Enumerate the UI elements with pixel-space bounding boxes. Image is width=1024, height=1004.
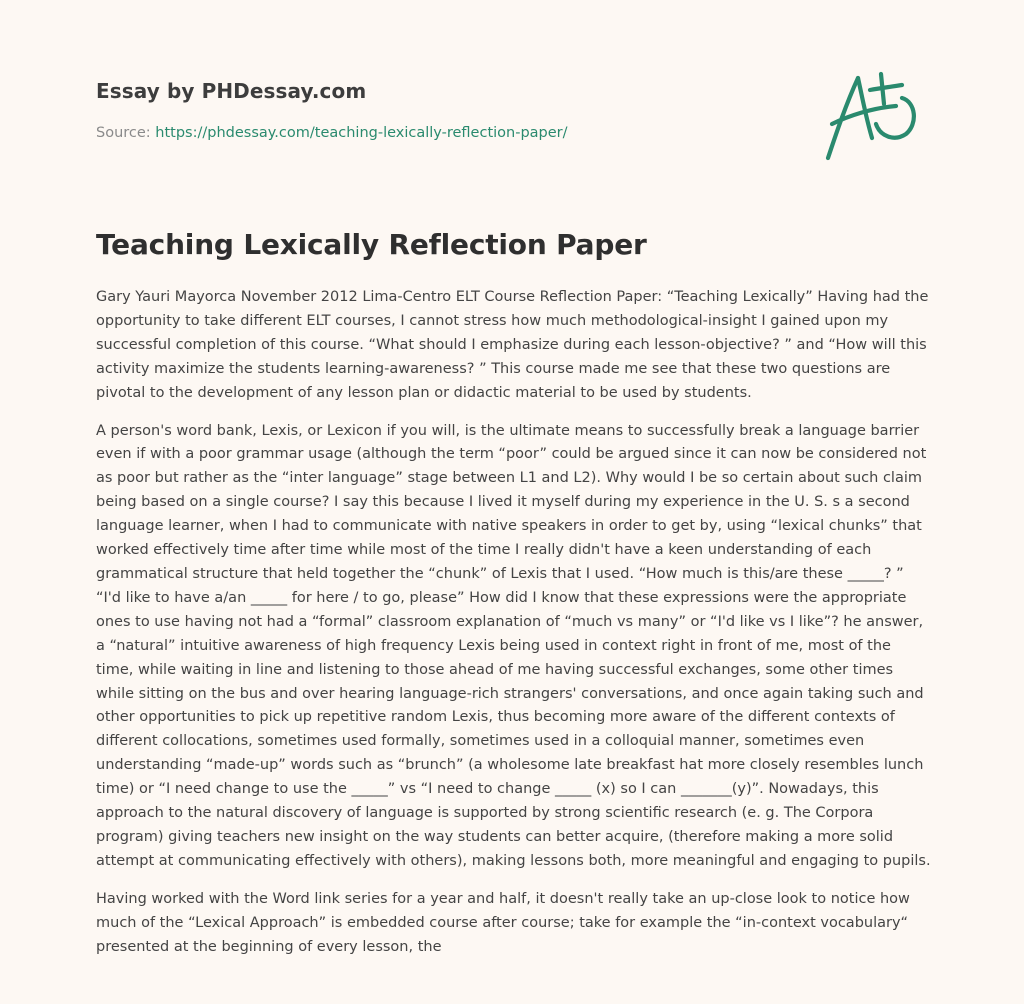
essay-title: Teaching Lexically Reflection Paper — [96, 228, 647, 261]
essay-body — [96, 286, 932, 973]
essay-paragraph: Gary Yauri Mayorca November 2012 Lima-Centro ELT Course Reflection Paper: “Teaching Lexically” Having had the opportunity to take different ELT courses, I cannot stress how much methodological-insight I gained upon my successful completion of this course. “What should I emphasize during each lesson-objective? ” and “How will this activity maximize the students learning-awareness? ” This course made me see that these two questions are pivotal to the development of any lesson plan or didactic material to be used by students. — [96, 289, 929, 401]
source-line — [96, 123, 796, 143]
source-label: Source: — [96, 125, 151, 141]
a-plus-grade-icon — [818, 66, 930, 166]
essay-header — [96, 77, 796, 143]
source-link[interactable]: https://phdessay.com/teaching-lexically-reflection-paper/ — [155, 125, 568, 141]
essay-paragraph: Having worked with the Word link series for a year and half, it doesn't really take an up-close look to notice how much of the “Lexical Approach” is embedded course after course; take for example the “in-context vocabulary“ presented at the beginning of every lesson, the — [96, 890, 910, 955]
site-brand: Essay by PHDessay.com — [96, 79, 367, 103]
essay-paragraph: A person's word bank, Lexis, or Lexicon if you will, is the ultimate means to successfully break a language barrier even if with a poor grammar usage (although the term “poor” could be argued since it can now be considered not as poor but rather as the “inter language” stage between L1 and L2). Why would I be so certain about such claim being based on a single course? I say this because I lived it myself during my experience in the U. S. s a second language learner, when I had to communicate with native speakers in order to get by, using “lexical chunks” that worked effectively time after time while most of the time I really didn't have a keen understanding of each grammatical structure that held together the “chunk” of Lexis that I used. “How much is this/are these _____? ” “I'd like to have a/an _____ for here / to go, please” How did I know that these expressions were the appropriate ones to use having not had a “formal” classroom explanation of “much vs many” or “I'd like vs I like”? he answer, a “natural” intuitive awareness of high frequency Lexis being used in context right in front of me, most of the time, while waiting in line and listening to those ahead of me having successful exchanges, some other times while sitting on the bus and over hearing language-rich strangers' conversations, and once again taking such and other opportunities to pick up repetitive random Lexis, thus becoming more aware of the different contexts of different collocations, sometimes used formally, sometimes used in a colloquial manner, sometimes even understanding “made-up” words such as “brunch” (a wholesome late breakfast hat more closely resembles lunch time) or “I need change to use the _____” vs “I need to change _____ (x) so I can _______(y)”. Nowadays, this approach to the natural discovery of language is supported by strong scientific research (e. g. The Corpora program) giving teachers new insight on the way students can better acquire, (therefore making a more solid attempt at communicating effectively with others), making lessons both, more meaningful and engaging to pupils. — [96, 422, 931, 869]
